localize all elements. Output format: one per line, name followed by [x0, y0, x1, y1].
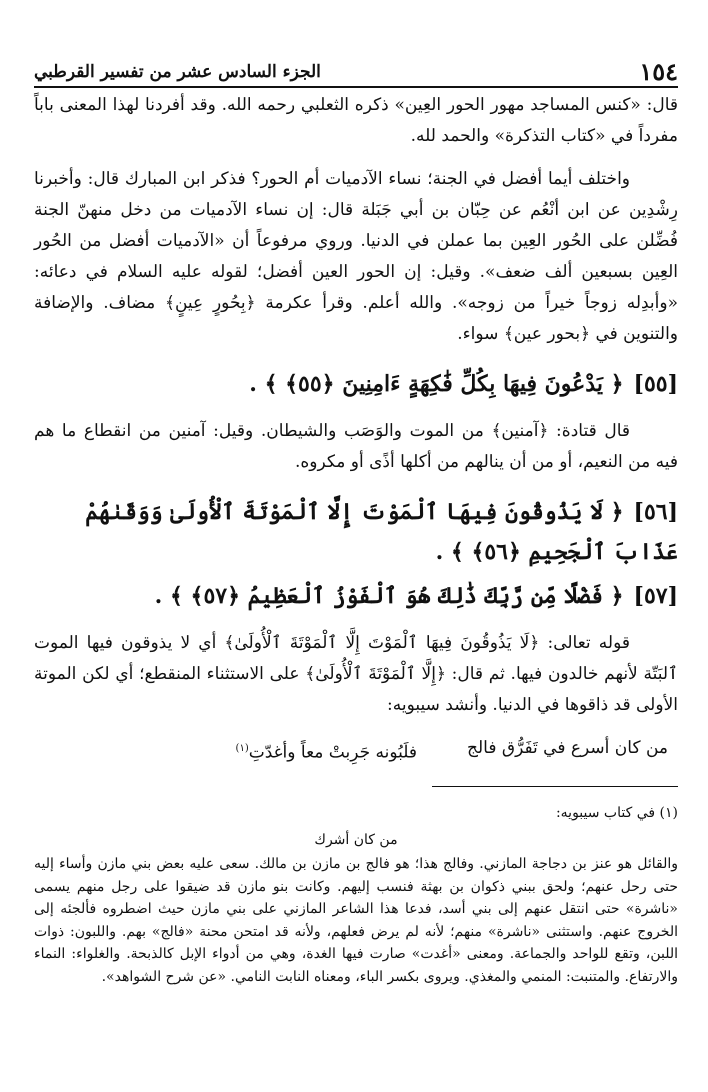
footnote-mark: (١) — [235, 743, 249, 754]
page-number: ١٥٤ — [639, 57, 678, 86]
main-text — [34, 90, 678, 769]
poem-hemistich-1: من كان أسرع في تَفَرُّق فالج — [467, 738, 668, 758]
verse-number: [٥٦] — [633, 499, 678, 525]
footnote-variant: من كان أشرك — [314, 831, 398, 848]
footnotes — [34, 802, 678, 988]
paragraph: قوله تعالى: ﴿لَا يَذُوقُونَ فِيهَا ٱلْمَوْتَ إِلَّا ٱلْمَوْتَةَ ٱلْأُولَىٰ﴾ أي لا يذوقون فيها الموت ٱلبَتّة لأنهم خالدون فيها. ثم قال: ﴿إِلَّا ٱلْمَوْتَةَ ٱلْأُولَىٰ﴾ على الاستثناء المنقطع؛ أي لكن الموتة الأولى قد ذاقوها في الدنيا. وأنشد سيبويه: — [34, 633, 678, 715]
footnote-text: والقائل هو عنز بن دجاجة المازني. وفالج هذا؛ هو فالج بن مازن بن مالك. سعى عليه بعض بني مازن وأساء إليه حتى رحل عنهم؛ ولحق ببني ذكوان بن بهثة فنسب إليهم. وكانت بنو مازن قد ضيقوا على رجل منهم يسمى «ناشرة» حتى انتقل عنهم إلى بني أسد، فدعا هذا الشاعر المازني على بني مازن حيث اضطروه فألجئه إلى الخروج عنهم. واستثنى «ناشرة» منهم؛ لأنه لم يرض فعلهم، ولأنه قد امتحن محنة «فالج» بهم. واللبون: ذوات اللبن، وتقع للواحد والجماعة. ومعنى «أغدت» صارت فيها الغدة، وهي من أدواء الإبل كالذبحة. والغلواء: النماء والارتفاع. والمتنبت: المنمي والمغذي. ويروى بكسر الباء، ومعناه النابت النامي. «عن شرح الشواهد». — [34, 856, 678, 985]
footnote-separator — [432, 786, 678, 787]
verse-text: ﴿ يَدْعُونَ فِيهَا بِكُلِّ فَٰكِهَةٍ ءَامِنِينَ ﴿٥٥﴾ ﴾ . — [249, 371, 624, 397]
footnote-title: (١) في كتاب سيبويه: — [555, 805, 678, 821]
verse-55 — [34, 364, 678, 404]
paragraph: واختلف أيما أفضل في الجنة؛ نساء الآدميات أم الحور؟ فذكر ابن المبارك قال: وأخبرنا رِشْدِين عن ابن أنْعُم عن حِبّان بن أبي جَبَلة قال: إن نساء الآدميات من دخل منهنّ الجنة فُضِّلن على الحُور العِين بما عملن في الدنيا. وروي مرفوعاً أن «الآدميات أفضل من الحُور العِين بسبعين ألف ضعف». وقيل: إن الحور العين أفضل؛ لقوله عليه السلام في دعائه: «وأبدِله زوجاً خيراً من زوجه». والله أعلم. وقرأ عكرمة ﴿بِحُورٍ عِينٍ﴾ مضاف. والإضافة والتنوين في ﴿بحور عين﴾ سواء. — [34, 169, 678, 344]
verse-56 — [34, 492, 678, 572]
poem-verse — [34, 733, 678, 769]
verse-text: ﴿ لَا يَذُوقُونَ فِيهَا ٱلْمَوْتَ إِلَّا ٱلْمَوْتَةَ ٱلْأُولَىٰ وَوَقَىٰهُمْ عَذَابَ ٱلْجَحِيمِ ﴿٥٦﴾ ﴾ . — [85, 499, 678, 565]
verse-text: ﴿ فَضْلًا مِّن رَّبِّكَ ذَٰلِكَ هُوَ ٱلْفَوْزُ ٱلْعَظِيمُ ﴿٥٧﴾ ﴾ . — [154, 583, 624, 609]
verse-number: [٥٧] — [633, 583, 678, 609]
paragraph: قال: «كنس المساجد مهور الحور العِين» ذكره الثعلبي رحمه الله. وقد أفردنا لهذا المعنى باباً مفرداً في «كتاب التذكرة» والحمد لله. — [34, 95, 678, 146]
page-header — [34, 52, 678, 88]
running-title: الجزء السادس عشر من تفسير القرطبي — [34, 62, 321, 82]
paragraph: قال قتادة: ﴿آمنين﴾ من الموت والوَصَب والشيطان. وقيل: آمنين من انقطاع ما هم فيه من النعيم، أو من أن ينالهم من أكلها أذًى أو مكروه. — [34, 421, 678, 472]
book-page — [34, 52, 678, 985]
verse-number: [٥٥] — [633, 371, 678, 397]
verse-57 — [34, 576, 678, 616]
poem-hemistich-2: فلَبُونه جَرِبتْ معاً وأغدّتِ$^{(١)}$ — [235, 742, 418, 763]
